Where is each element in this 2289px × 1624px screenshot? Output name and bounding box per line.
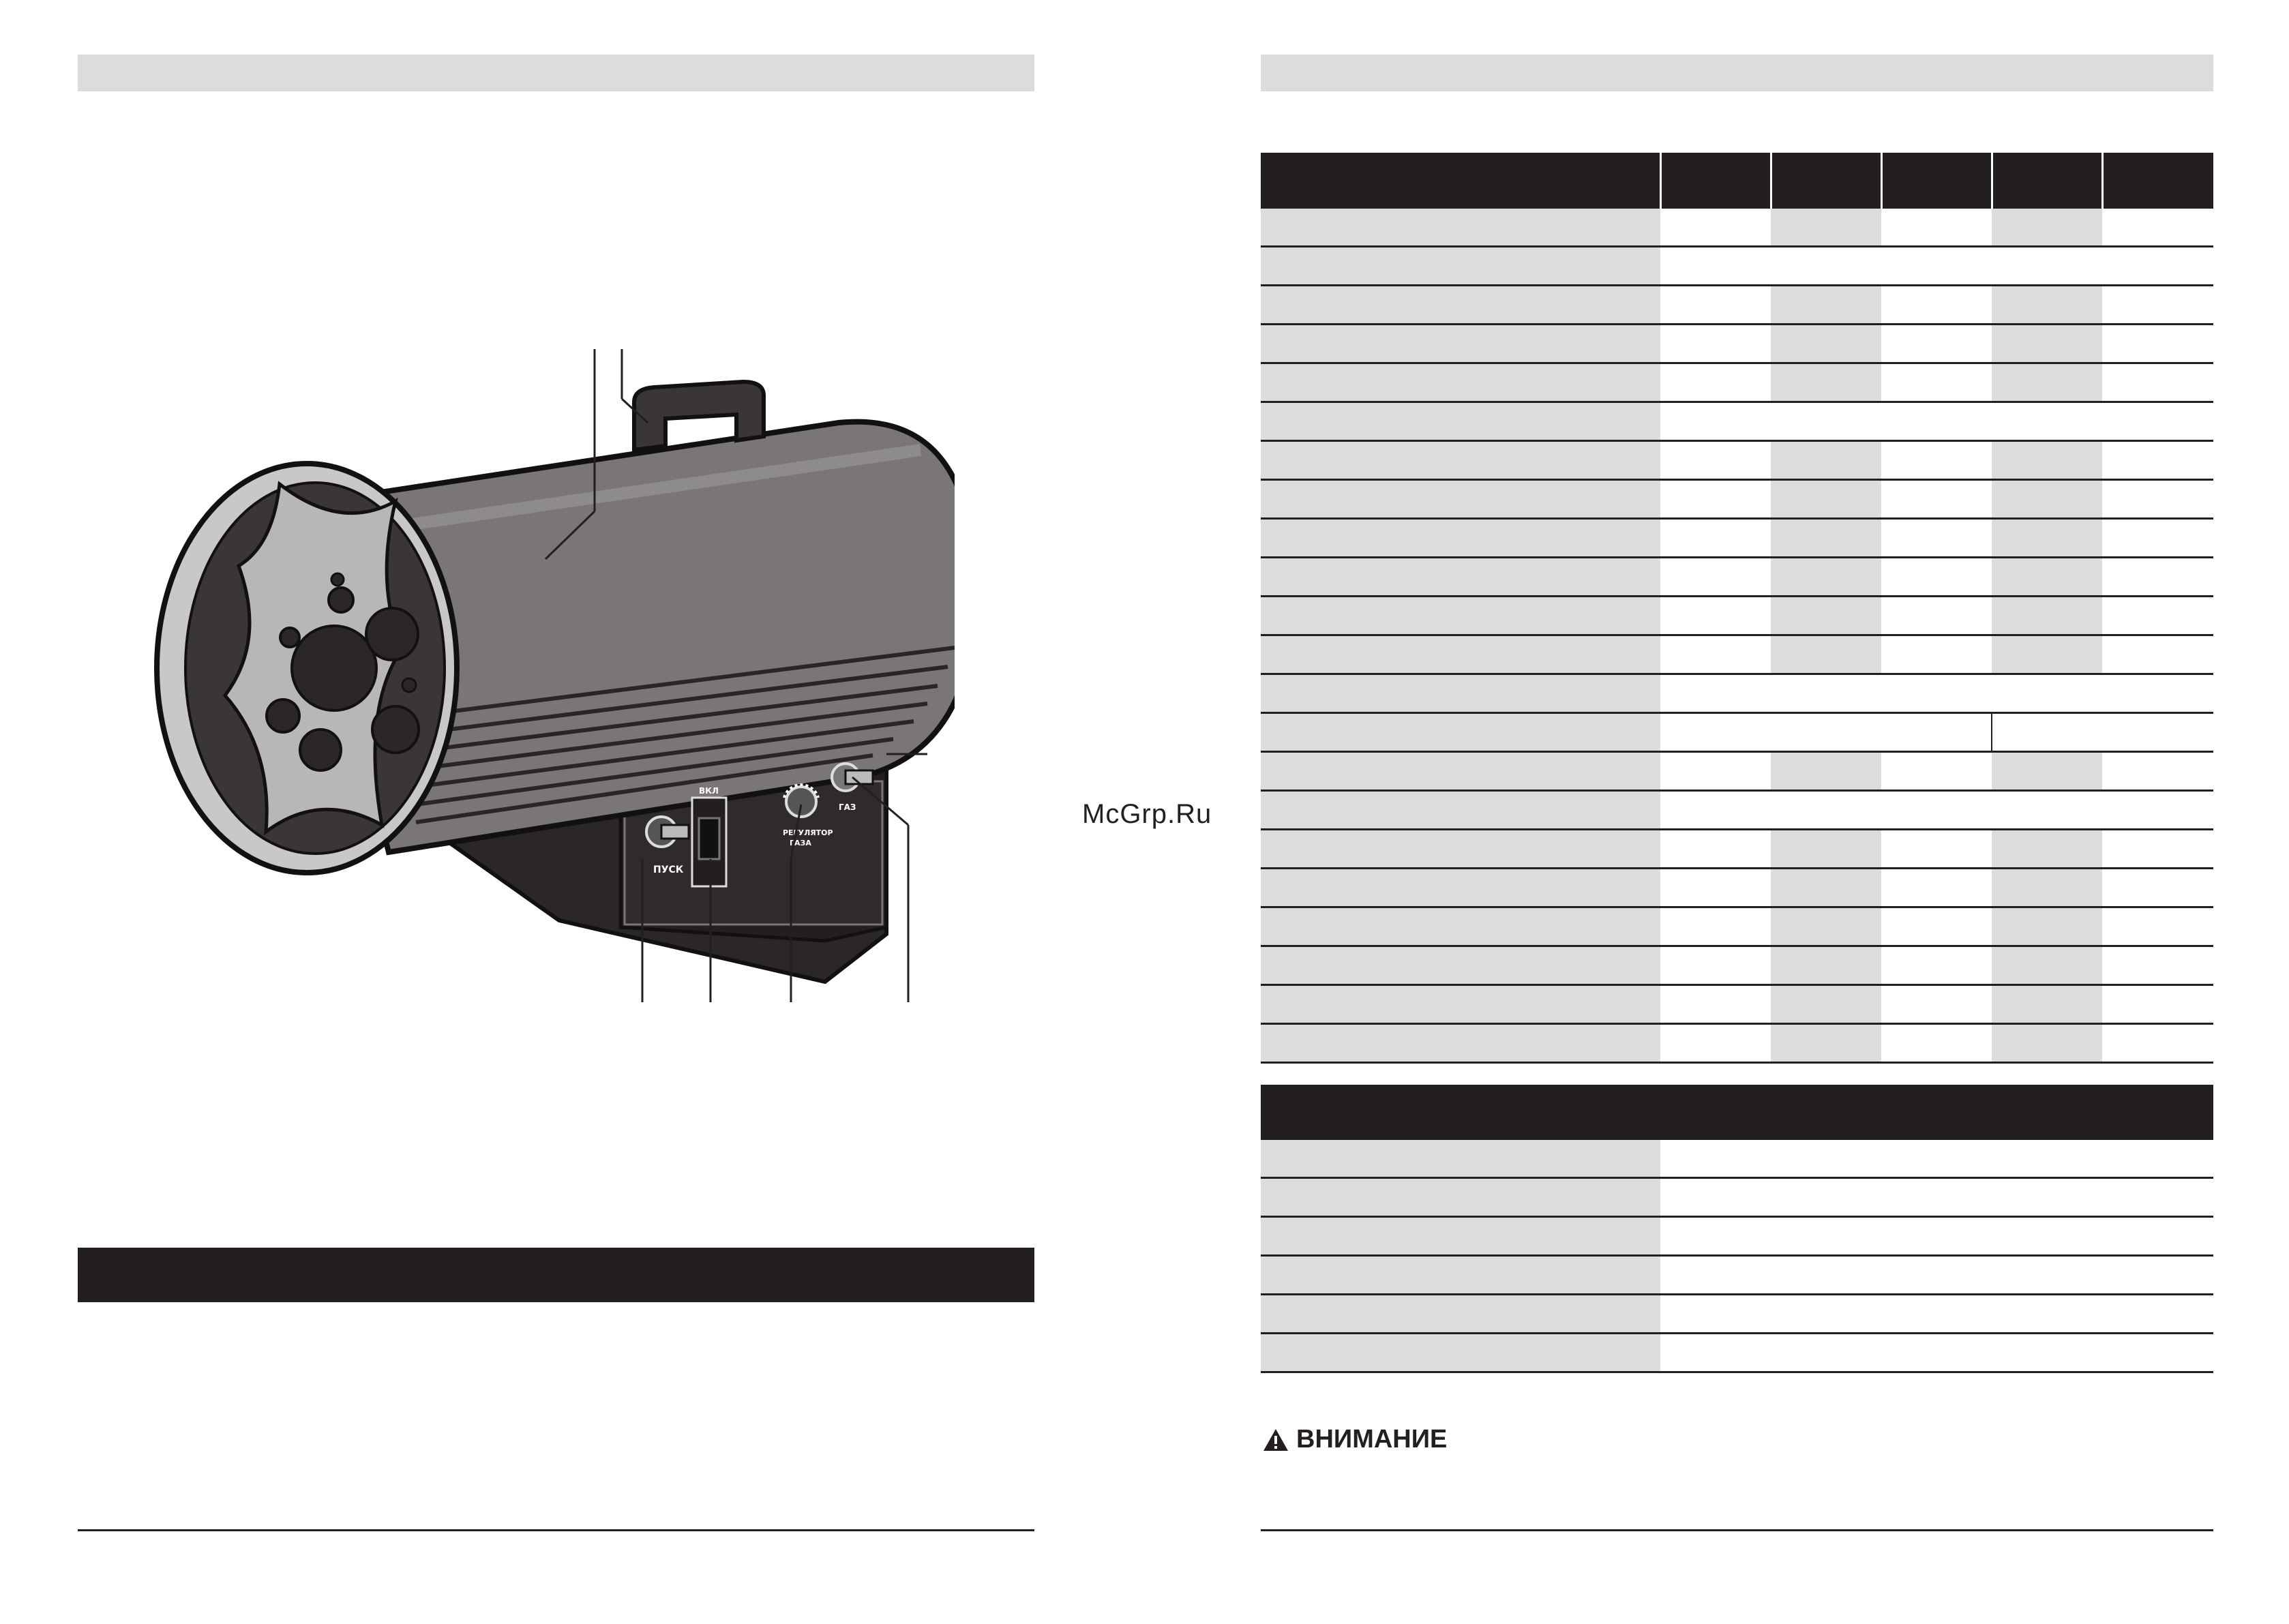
spec-value-cell (1992, 558, 2102, 597)
misc-table-row (1261, 1295, 2213, 1334)
spec-value-cell (1771, 286, 1881, 325)
spec-row-label-cell (1261, 402, 1660, 441)
spec-table-row (1261, 597, 2213, 635)
spec-table-row (1261, 519, 2213, 558)
misc-value-cell (1660, 1256, 2213, 1295)
spec-value-cell (1771, 907, 1881, 946)
warning-triangle-icon (1262, 1428, 1289, 1452)
right-footer-rule (1261, 1529, 2213, 1531)
spec-split-cell (1660, 713, 1992, 752)
misc-table (1261, 1085, 2213, 1373)
warning-label: ВНИМАНИЕ (1296, 1425, 1448, 1454)
spec-table-body (1261, 209, 2213, 1063)
spec-table-row (1261, 713, 2213, 752)
spec-table-row (1261, 480, 2213, 519)
spec-value-cell (1660, 946, 1771, 985)
spec-table-row (1261, 830, 2213, 869)
misc-table-row (1261, 1217, 2213, 1256)
start-label: ПУСК (653, 864, 684, 875)
spec-row-label-cell (1261, 791, 1660, 830)
gas-label: ГАЗ (839, 802, 856, 812)
spec-table-row (1261, 752, 2213, 791)
spec-merged-cell (1660, 791, 2213, 830)
spec-value-cell (1660, 441, 1771, 480)
spec-value-cell (1992, 830, 2102, 869)
spec-table-row (1261, 325, 2213, 363)
spec-value-cell (1660, 480, 1771, 519)
spec-value-cell (2102, 1024, 2213, 1063)
spec-value-cell (1771, 519, 1881, 558)
spec-row-label-cell (1261, 441, 1660, 480)
spec-row-label-cell (1261, 907, 1660, 946)
misc-value-cell (1660, 1217, 2213, 1256)
spec-row-label-cell (1261, 1024, 1660, 1063)
spec-value-cell (1660, 830, 1771, 869)
spec-row-label-cell (1261, 713, 1660, 752)
spec-value-cell (2102, 907, 2213, 946)
spec-value-cell (1660, 558, 1771, 597)
spec-table-row (1261, 558, 2213, 597)
spec-table-row (1261, 1024, 2213, 1063)
spec-value-cell (1660, 1024, 1771, 1063)
spec-value-cell (1881, 286, 1992, 325)
warning-heading (1262, 1425, 1447, 1454)
misc-table-row (1261, 1256, 2213, 1295)
spec-value-cell (2102, 558, 2213, 597)
spec-value-cell (2102, 441, 2213, 480)
spec-value-cell (1881, 869, 1992, 907)
spec-value-cell (1881, 946, 1992, 985)
spec-value-cell (1992, 209, 2102, 247)
spec-value-cell (1881, 363, 1992, 402)
center-hole (292, 626, 376, 710)
spec-value-cell (1771, 635, 1881, 674)
misc-row-label-cell (1261, 1140, 1660, 1178)
spec-value-cell (1660, 597, 1771, 635)
spec-value-cell (2102, 209, 2213, 247)
misc-row-label-cell (1261, 1178, 1660, 1217)
spec-value-cell (1771, 363, 1881, 402)
spec-table-row (1261, 286, 2213, 325)
left-footer-rule (78, 1529, 1034, 1531)
misc-value-cell (1660, 1334, 2213, 1372)
left-page-header-bar (78, 55, 1034, 91)
spec-value-cell (1881, 441, 1992, 480)
left-section-header-bar (78, 1248, 1034, 1302)
spec-table-row (1261, 907, 2213, 946)
spec-value-cell (1771, 209, 1881, 247)
spec-row-label-cell (1261, 597, 1660, 635)
spec-value-cell (1771, 752, 1881, 791)
spec-value-cell (1881, 480, 1992, 519)
spec-table-row (1261, 635, 2213, 674)
regulator-label-1: РЕГУЛЯТОР (783, 828, 833, 837)
spec-value-cell (1660, 635, 1771, 674)
spec-row-label-cell (1261, 247, 1660, 286)
carry-handle (634, 382, 764, 450)
spec-row-label-cell (1261, 635, 1660, 674)
spec-value-cell (1881, 985, 1992, 1024)
spec-value-cell (1881, 597, 1992, 635)
spec-value-cell (1992, 635, 2102, 674)
misc-table-header-row (1261, 1085, 2213, 1140)
spec-value-cell (2102, 752, 2213, 791)
spec-value-cell (1992, 325, 2102, 363)
spec-value-cell (2102, 830, 2213, 869)
spec-value-cell (1660, 907, 1771, 946)
misc-row-label-cell (1261, 1295, 1660, 1334)
spec-value-cell (2102, 325, 2213, 363)
switch-top-label: ВКЛ (699, 786, 719, 796)
spec-row-label-cell (1261, 480, 1660, 519)
spec-value-cell (1660, 752, 1771, 791)
spec-value-cell (1660, 869, 1771, 907)
spec-table-row (1261, 946, 2213, 985)
spec-value-cell (1881, 519, 1992, 558)
spec-merged-cell (1660, 247, 2213, 286)
misc-value-cell (1660, 1295, 2213, 1334)
spec-row-label-cell (1261, 209, 1660, 247)
spec-value-cell (1881, 325, 1992, 363)
misc-table-row (1261, 1140, 2213, 1178)
spec-value-cell (1992, 752, 2102, 791)
spec-row-label-cell (1261, 946, 1660, 985)
spec-value-cell (1881, 209, 1992, 247)
misc-row-label-cell (1261, 1217, 1660, 1256)
spec-value-cell (1881, 752, 1992, 791)
watermark: McGrp.Ru (1082, 799, 1212, 829)
spec-value-cell (2102, 480, 2213, 519)
regulator-label-2: ГАЗА (790, 839, 811, 847)
spec-table-header-row (1261, 153, 2213, 209)
spec-value-cell (1771, 480, 1881, 519)
spec-value-cell (1992, 519, 2102, 558)
spec-table-row (1261, 985, 2213, 1024)
spec-table-row (1261, 402, 2213, 441)
spec-row-label-cell (1261, 674, 1660, 713)
spec-value-cell (1992, 480, 2102, 519)
spec-value-cell (1771, 869, 1881, 907)
spec-table (1261, 153, 2213, 1064)
spec-value-cell (1881, 1024, 1992, 1063)
misc-value-cell (1660, 1140, 2213, 1178)
spec-row-label-cell (1261, 830, 1660, 869)
spec-value-cell (1771, 558, 1881, 597)
misc-table-row (1261, 1178, 2213, 1217)
spec-value-cell (2102, 597, 2213, 635)
spec-row-label-cell (1261, 869, 1660, 907)
spec-merged-cell (1660, 674, 2213, 713)
spec-row-label-cell (1261, 985, 1660, 1024)
spec-table-row (1261, 363, 2213, 402)
spec-value-cell (1660, 363, 1771, 402)
spec-row-label-cell (1261, 752, 1660, 791)
gas-regulator-knob (786, 787, 816, 817)
spec-value-cell (1881, 635, 1992, 674)
spec-value-cell (1881, 907, 1992, 946)
spec-table-row (1261, 247, 2213, 286)
spec-value-cell (1992, 907, 2102, 946)
spec-split-cell (1992, 713, 2213, 752)
misc-row-label-cell (1261, 1334, 1660, 1372)
spec-value-cell (1660, 286, 1771, 325)
spec-value-cell (1992, 597, 2102, 635)
spec-table-row (1261, 674, 2213, 713)
spec-value-cell (1771, 597, 1881, 635)
spec-value-cell (2102, 946, 2213, 985)
spec-value-cell (2102, 869, 2213, 907)
spec-value-cell (1660, 325, 1771, 363)
spec-value-cell (1881, 830, 1992, 869)
spec-value-cell (2102, 286, 2213, 325)
spec-value-cell (2102, 363, 2213, 402)
spec-value-cell (1992, 985, 2102, 1024)
spec-merged-cell (1660, 402, 2213, 441)
spec-table-row (1261, 791, 2213, 830)
right-page-header-bar (1261, 55, 2213, 91)
spec-value-cell (1771, 325, 1881, 363)
gas-heater-illustration (136, 327, 955, 1009)
spec-row-label-cell (1261, 325, 1660, 363)
spec-value-cell (1992, 441, 2102, 480)
spec-value-cell (1771, 1024, 1881, 1063)
spec-table-row (1261, 869, 2213, 907)
misc-value-cell (1660, 1178, 2213, 1217)
spec-row-label-cell (1261, 558, 1660, 597)
misc-table-row (1261, 1334, 2213, 1372)
misc-row-label-cell (1261, 1256, 1660, 1295)
misc-table-body (1261, 1140, 2213, 1372)
spec-value-cell (1660, 985, 1771, 1024)
spec-value-cell (1992, 363, 2102, 402)
spec-value-cell (1992, 946, 2102, 985)
spec-value-cell (1992, 1024, 2102, 1063)
spec-row-label-cell (1261, 519, 1660, 558)
spec-row-label-cell (1261, 286, 1660, 325)
spec-value-cell (2102, 985, 2213, 1024)
spec-value-cell (1771, 441, 1881, 480)
spec-value-cell (1771, 985, 1881, 1024)
spec-value-cell (1771, 830, 1881, 869)
spec-value-cell (1992, 286, 2102, 325)
spec-table-row (1261, 441, 2213, 480)
spec-value-cell (1992, 869, 2102, 907)
spec-value-cell (2102, 635, 2213, 674)
spec-row-label-cell (1261, 363, 1660, 402)
spec-value-cell (1881, 558, 1992, 597)
spec-value-cell (2102, 519, 2213, 558)
spec-value-cell (1660, 209, 1771, 247)
spec-value-cell (1771, 946, 1881, 985)
spec-table-row (1261, 209, 2213, 247)
spec-value-cell (1660, 519, 1771, 558)
